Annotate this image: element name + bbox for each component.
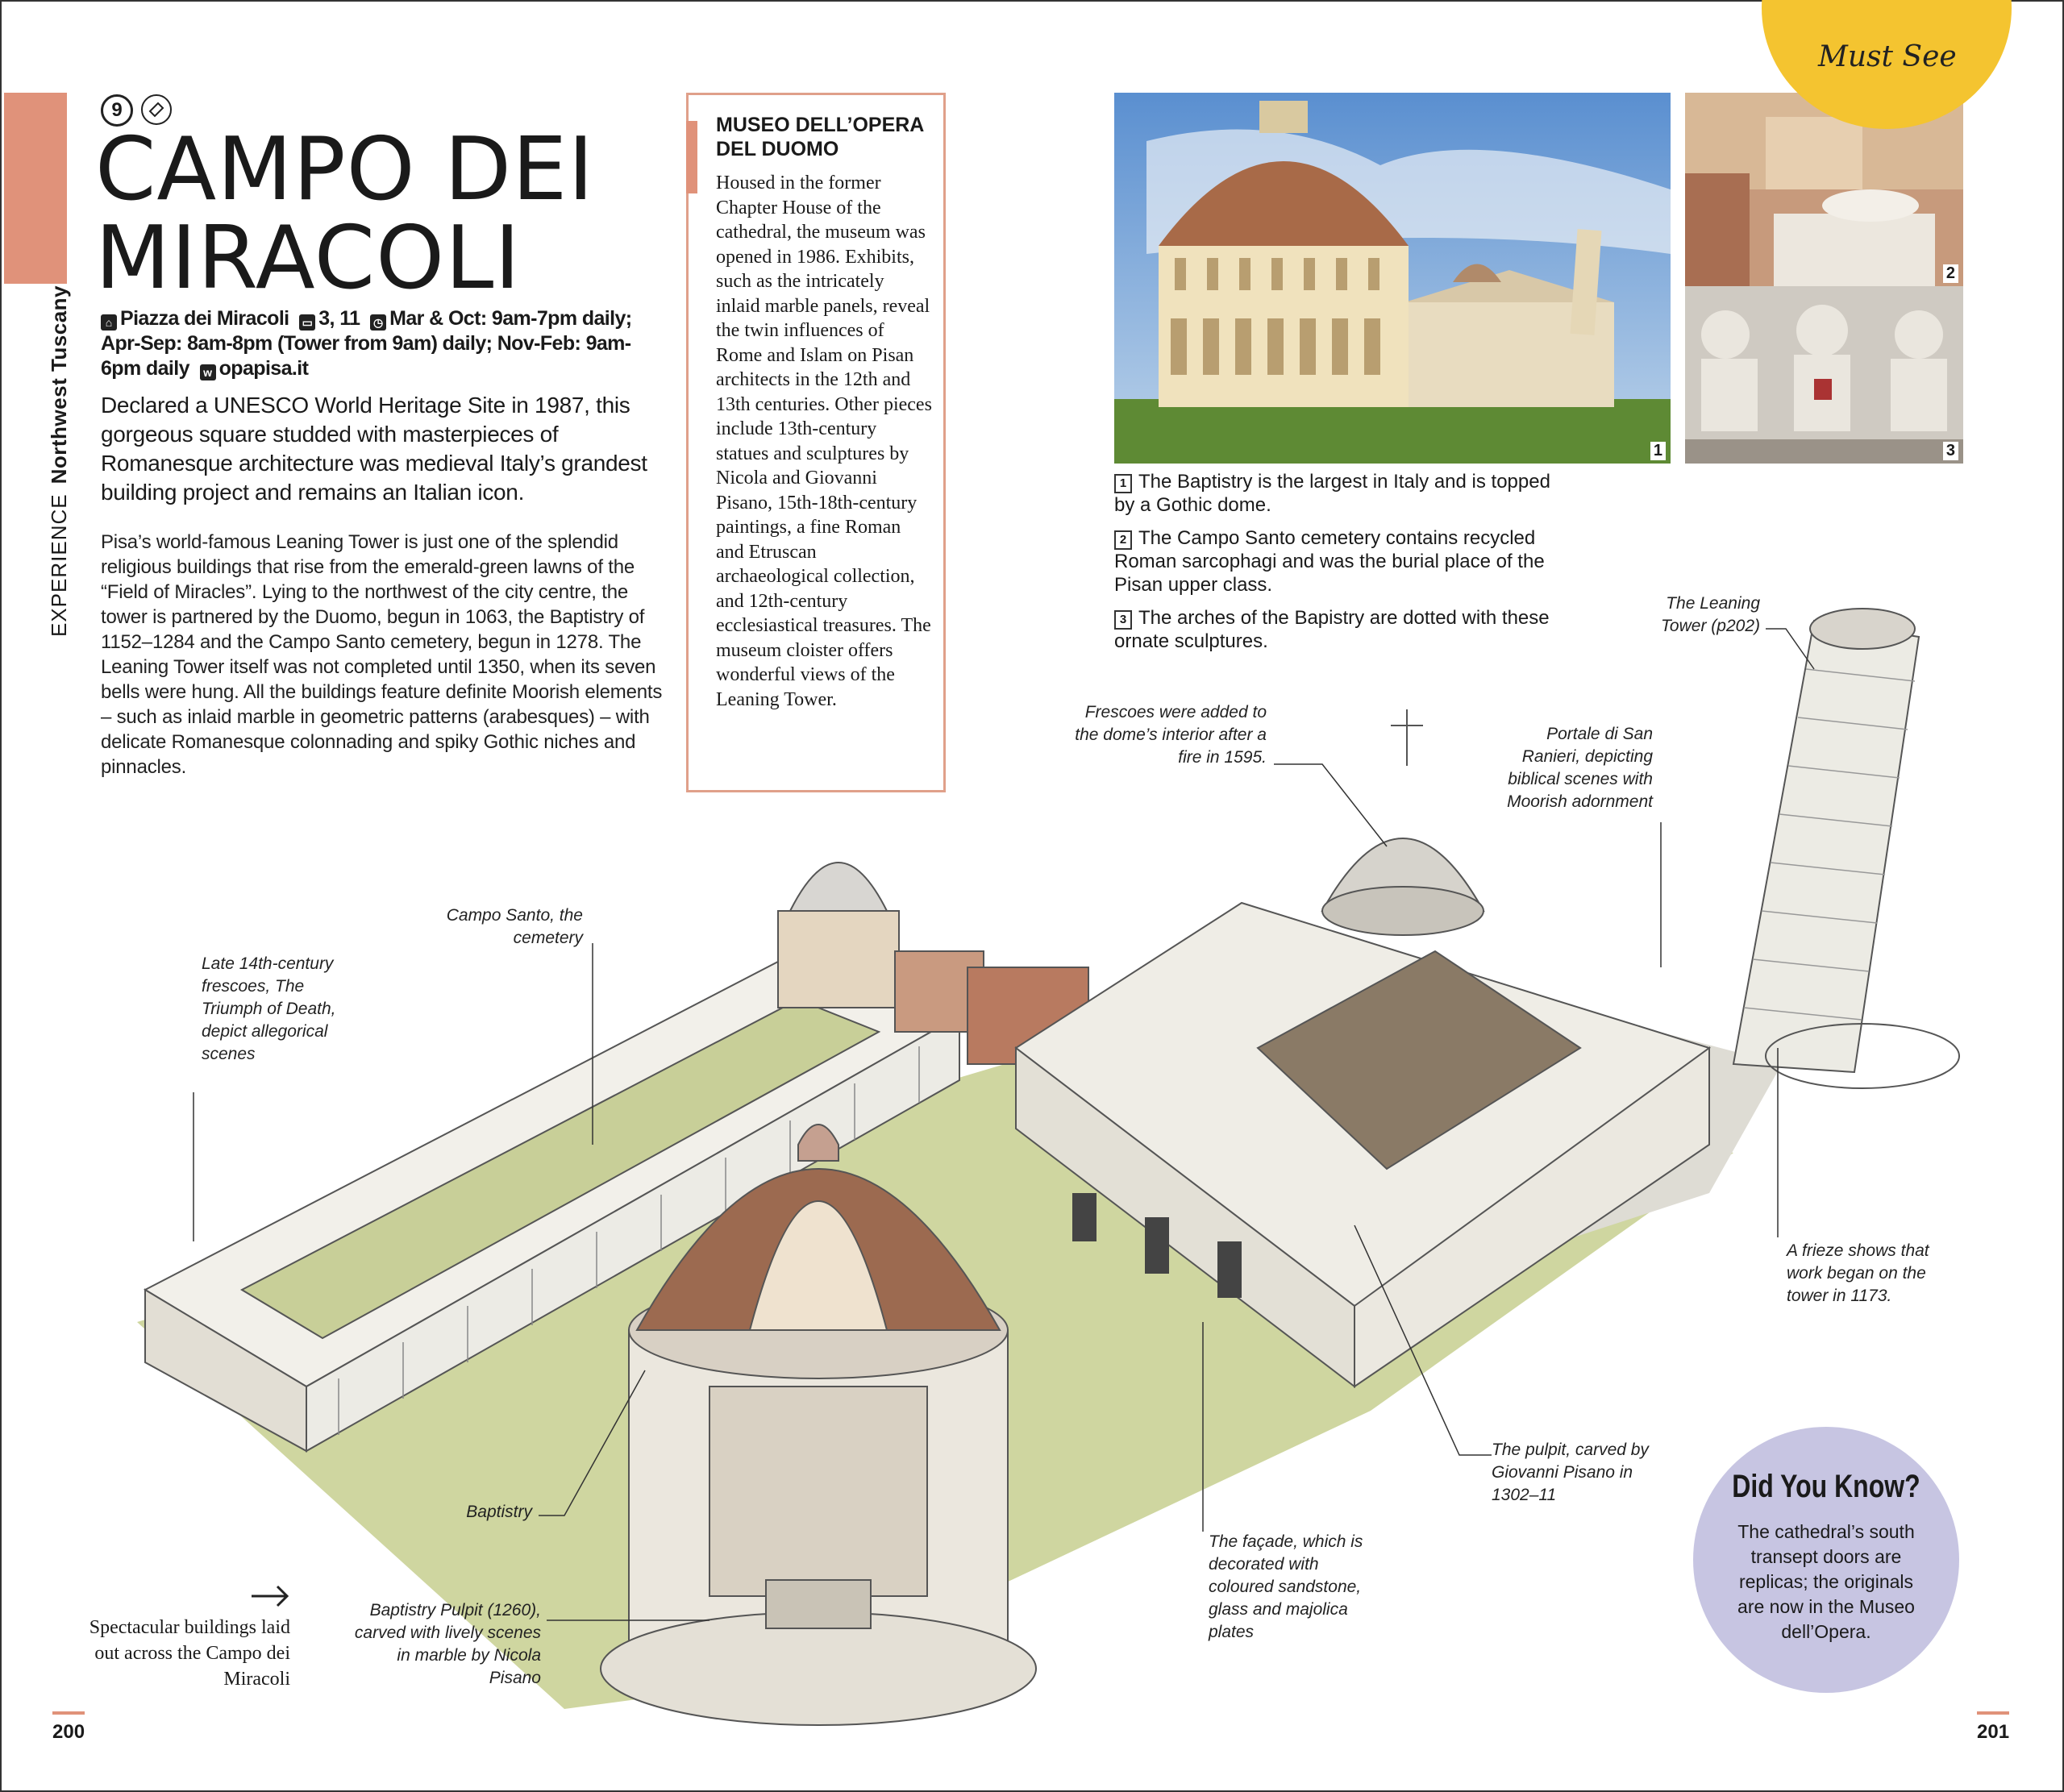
page-number-left: 200	[52, 1721, 85, 1743]
bus-routes: 3, 11	[318, 307, 360, 330]
caption-text: The Baptistry is the largest in Italy and is topped by a Gothic dome.	[1114, 471, 1550, 516]
label-frieze: A frieze shows that work began on the tower in 1173.	[1787, 1241, 1929, 1305]
caption-number: 1	[1114, 474, 1132, 493]
did-you-know-box	[1693, 1427, 1959, 1693]
intro-text: Declared a UNESCO World Heritage Site in 1987, this gorgeous square studded with masterpieces of Romanesque architecture was medieval Italy’s grandest building project and remains an Italian icon.	[101, 393, 647, 505]
photo-number: 1	[1650, 442, 1666, 460]
title-line-1: CAMPO DEI	[95, 119, 595, 220]
label-dome-frescoes: Frescoes were added to the dome’s interior after a fire in 1595.	[1075, 703, 1267, 767]
page-number-right: 201	[1977, 1721, 2010, 1743]
address: Piazza dei Miracoli	[120, 307, 289, 330]
caption-number: 3	[1114, 610, 1132, 630]
must-see-label: Must See	[1818, 40, 1957, 73]
home-icon: ⌂	[101, 314, 117, 331]
label-facade: The façade, which is decorated with coloured sandstone, glass and majolica plates	[1209, 1532, 1363, 1641]
photo-number: 3	[1943, 442, 1958, 460]
section-label: EXPERIENCE	[47, 493, 71, 637]
body-text: Pisa’s world-famous Leaning Tower is just one of the splendid religious buildings that rise from the emerald-green lawns of the “Field of Miracles”. Lying to the northwest of the city centre, the tower is partnered by the Duomo, begun in 1063, the Baptistry of 1152–1284 and the Campo Santo cemetery, begun in 1278. The Leaning Tower itself was not completed until 1350, when its seven bells were hung. All the buildings feature definite Moorish elements – such as inlaid marble in geometric patterns (arabesques) – with delicate Romanesque colonnading and spiky Gothic niches and pinnacles.	[101, 531, 663, 778]
website-link[interactable]: opapisa.it	[218, 357, 309, 380]
opening-hours: Mar & Oct: 9am-7pm daily; Apr-Sep: 8am-8pm (Tower from 9am) daily; Nov-Feb: 9am-6pm daily	[101, 307, 632, 380]
did-you-know-title: Did You Know?	[1732, 1469, 1920, 1504]
caption-number: 2	[1114, 530, 1132, 550]
label-baptistry: Baptistry	[466, 1503, 532, 1521]
photo-number: 2	[1943, 264, 1958, 283]
label-baptistry-pulpit: Baptistry Pulpit (1260), carved with lively scenes in marble by Nicola Pisano	[354, 1601, 541, 1687]
map-number-badge: 9	[101, 94, 133, 127]
clock-icon: ◷	[370, 314, 386, 331]
sidebar-text: Housed in the former Chapter House of the cathedral, the museum was opened in 1986. Exhibits, such as the intricately inlaid marble panels, reveal the twin influences of Rome and Islam on Pisan architects in the 12th and 13th centuries. Other pieces include 13th-century statues and sculptures by Nicola and Giovanni Pisano, 15th-18th-century paintings, a fine Roman and Etruscan archaeological collection, and 12th-century ecclesiastical treasures. The museum cloister offers wonderful views of the Leaning Tower.	[716, 173, 932, 710]
label-portale: Portale di San Ranieri, depicting biblical scenes with Moorish adornment	[1507, 725, 1653, 811]
title-line-2: MIRACOLI	[95, 208, 522, 309]
web-icon: w	[200, 364, 216, 380]
illustration-caption: Spectacular buildings laid out across the Campo dei Miracoli	[89, 1617, 290, 1690]
caption-text: The arches of the Bapistry are dotted with these ornate sculptures.	[1114, 607, 1550, 652]
caption-text: The Campo Santo cemetery contains recycled Roman sarcophagi and was the burial place of the Pisan upper class.	[1114, 527, 1545, 596]
label-frescoes: Late 14th-century frescoes, The Triumph of Death, depict allegorical scenes	[202, 954, 336, 1063]
label-campo-santo: Campo Santo, the cemetery	[446, 906, 583, 947]
arrow-right-icon	[252, 1586, 287, 1606]
did-you-know-text: The cathedral’s south transept doors are replicas; the originals are now in the Museo dell’Opera.	[1737, 1521, 1915, 1642]
label-leaning-tower: The Leaning Tower (p202)	[1661, 594, 1760, 635]
region-label: Northwest Tuscany	[47, 285, 71, 484]
bus-icon: ▭	[299, 314, 315, 331]
label-pulpit: The pulpit, carved by Giovanni Pisano in 1302–11	[1492, 1441, 1649, 1504]
sidebar-title: MUSEO DELL’OPERA DEL DUOMO	[716, 114, 924, 160]
